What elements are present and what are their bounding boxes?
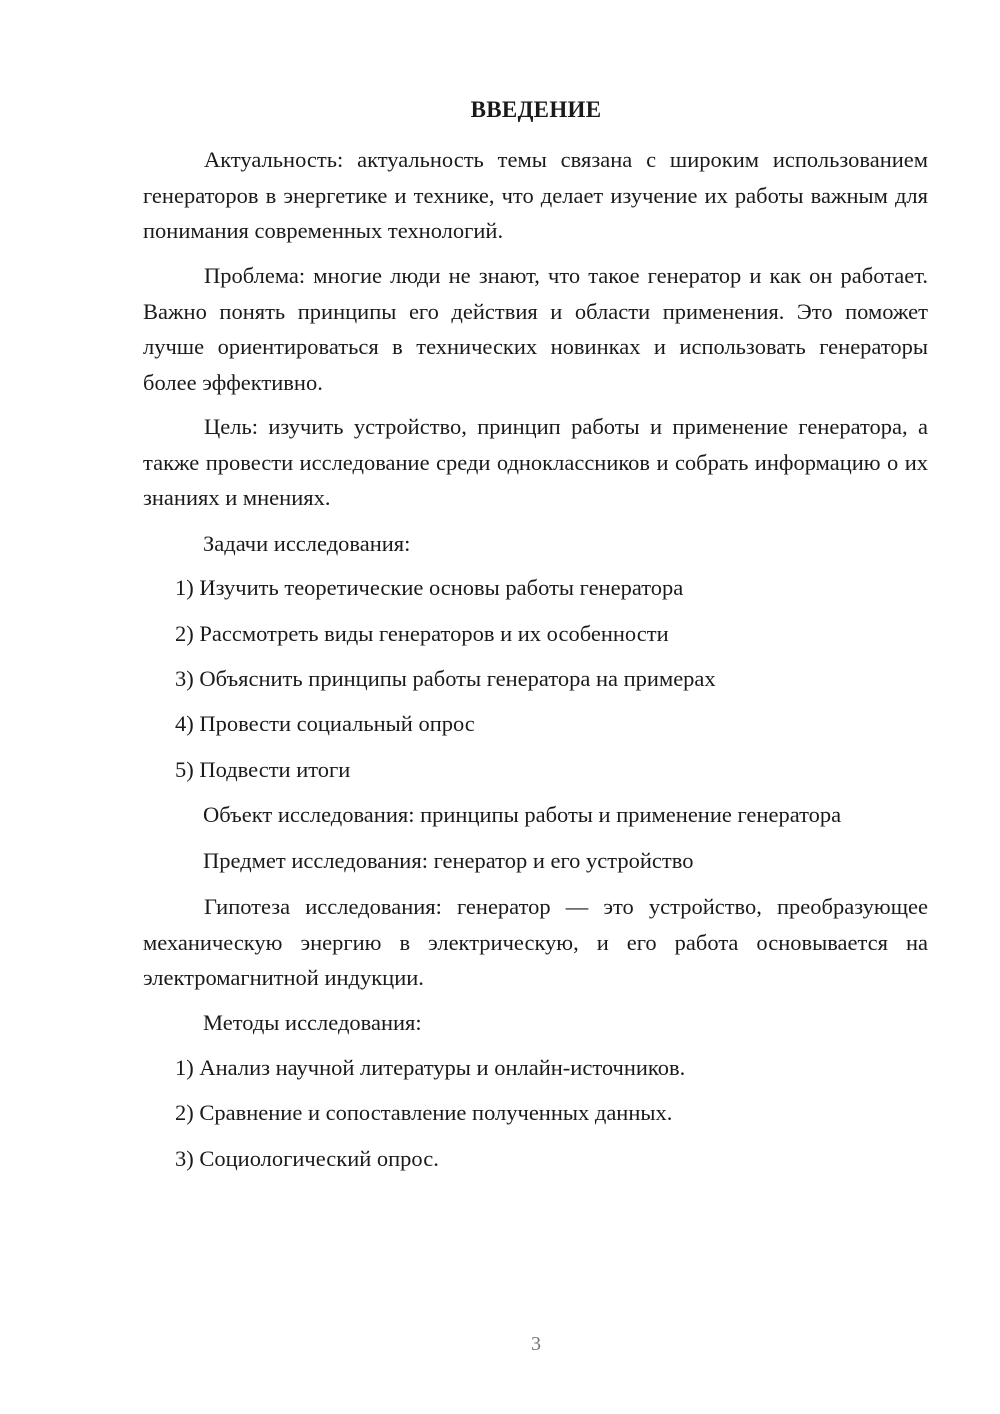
page-number: 3 [531, 1333, 541, 1355]
paragraph-goal: Цель: изучить устройство, принцип работы и применение генератора, а также провести исследование среди одноклассников и собрать информацию о их знаниях и мнениях. [143, 414, 928, 510]
paragraph-problem: Проблема: многие люди не знают, что такое генератор и как он работает. Важно понять принципы его действия и области применения. Это поможет лучше ориентироваться в технических новинках и использовать генераторы более эффективно. [143, 263, 928, 395]
method-item-1: 1) Анализ научной литературы и онлайн-источников. [175, 1055, 686, 1080]
task-item-3: 3) Объяснить принципы работы генератора на примерах [175, 666, 716, 691]
task-item-2: 2) Рассмотреть виды генераторов и их особенности [175, 621, 669, 646]
paragraph-relevance: Актуальность: актуальность темы связана с широким использованием генераторов в энергетике и технике, что делает изучение их работы важным для понимания современных технологий. [143, 147, 928, 243]
paragraph-hypothesis: Гипотеза исследования: генератор — это устройство, преобразующее механическую энергию в электрическую, и его работа основывается на электромагнитной индукции. [143, 894, 928, 990]
method-item-3: 3) Социологический опрос. [175, 1146, 439, 1171]
task-item-4: 4) Провести социальный опрос [175, 711, 475, 736]
methods-heading: Методы исследования: [203, 1010, 422, 1035]
method-item-2: 2) Сравнение и сопоставление полученных данных. [175, 1100, 673, 1125]
paragraph-object: Объект исследования: принципы работы и применение генератора [203, 802, 842, 827]
paragraph-subject: Предмет исследования: генератор и его устройство [203, 848, 694, 873]
task-item-5: 5) Подвести итоги [175, 757, 351, 782]
page-title: ВВЕДЕНИЕ [470, 97, 602, 122]
task-item-1: 1) Изучить теоретические основы работы генератора [175, 575, 684, 600]
tasks-heading: Задачи исследования: [203, 531, 411, 556]
